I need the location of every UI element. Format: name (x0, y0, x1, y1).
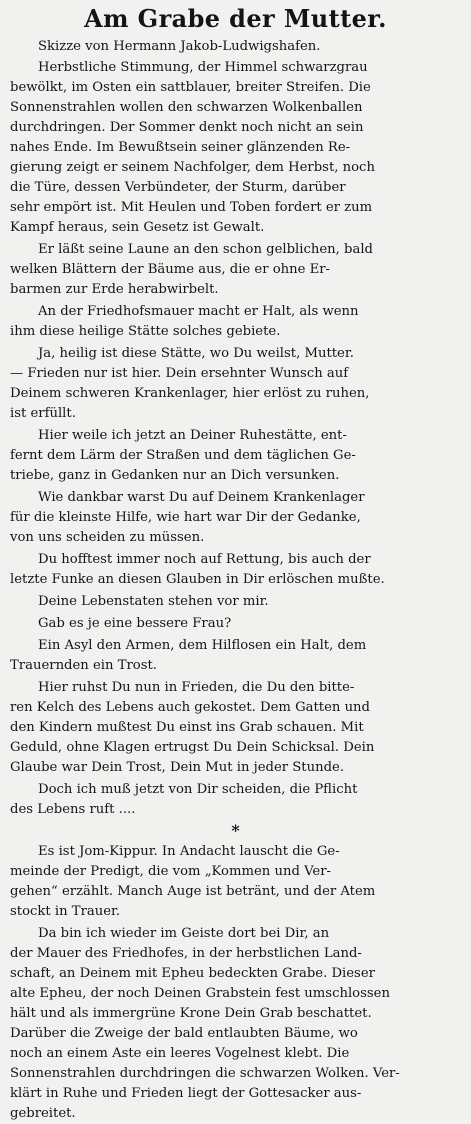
section-separator: * (231, 821, 240, 840)
body2-paragraph-2-line-5: hält und als immergrüne Krone Dein Grab beschattet. (10, 1006, 372, 1021)
body-paragraph-2 (10, 240, 461, 300)
body-paragraph-11 (10, 678, 461, 778)
body-paragraph-10-line-2: Trauernden ein Trost. (10, 658, 157, 673)
body-paragraph-3 (10, 302, 461, 342)
article-byline: Skizze von Hermann Jakob-Ludwigshafen. (38, 39, 321, 54)
body-paragraph-12-line-2: des Lebens ruft .... (10, 802, 136, 817)
body-paragraph-5-line-2: fernt dem Lärm der Straßen und dem täglichen Ge- (10, 448, 356, 463)
body-paragraph-7-line-2: letzte Funke an diesen Glauben in Dir erlöschen mußte. (10, 572, 385, 587)
body-paragraph-1-line-6: gierung zeigt er seinem Nachfolger, dem Herbst, noch (10, 160, 375, 175)
body-paragraph-11-line-3: den Kindern mußtest Du einst ins Grab schauen. Mit (10, 720, 364, 735)
body-paragraph-12-line-1: Doch ich muß jetzt von Dir scheiden, die Pflicht (38, 782, 358, 797)
body-paragraph-11-line-5: Glaube war Dein Trost, Dein Mut in jeder Stunde. (10, 760, 345, 775)
body-paragraph-4 (10, 344, 461, 424)
body-paragraph-1-line-7: die Türe, dessen Verbündeter, der Sturm, darüber (10, 180, 346, 195)
body-paragraph-8 (10, 592, 461, 612)
body-paragraph-1-line-9: Kampf heraus, sein Gesetz ist Gewalt. (10, 220, 265, 235)
body-paragraph-8-line-1: Deine Lebenstaten stehen vor mir. (38, 594, 269, 609)
body-paragraph-4-line-1: Ja, heilig ist diese Stätte, wo Du weilst, Mutter. (38, 346, 354, 361)
body2-paragraph-1 (10, 842, 461, 922)
article-title: Am Grabe der Mutter. (84, 4, 387, 33)
body-paragraph-3-line-2: ihm diese heilige Stätte solches gebiete. (10, 324, 281, 339)
body2-paragraph-2-line-10: gebreitet. (10, 1106, 76, 1121)
body2-paragraph-2-line-3: schaft, an Deinem mit Epheu bedeckten Grabe. Dieser (10, 966, 375, 981)
body-paragraph-4-line-2: — Frieden nur ist hier. Dein ersehnter Wunsch auf (10, 366, 349, 381)
body-paragraph-6 (10, 488, 461, 548)
body-paragraph-1-line-2: bewölkt, im Osten ein sattblauer, breiter Streifen. Die (10, 80, 371, 95)
body-paragraph-3-line-1: An der Friedhofsmauer macht er Halt, als wenn (38, 304, 359, 319)
body-paragraph-1-line-4: durchdringen. Der Sommer denkt noch nicht an sein (10, 120, 364, 135)
body2-paragraph-2-line-1: Da bin ich wieder im Geiste dort bei Dir, an (38, 926, 330, 941)
body-paragraph-11-line-2: ren Kelch des Lebens auch gekostet. Dem Gatten und (10, 700, 370, 715)
article-body-part-2 (10, 842, 461, 1124)
body-paragraph-1-line-3: Sonnenstrahlen wollen den schwarzen Wolkenballen (10, 100, 363, 115)
body-paragraph-5-line-1: Hier weile ich jetzt an Deiner Ruhestätte, ent- (38, 428, 347, 443)
body2-paragraph-1-line-1: Es ist Jom-Kippur. In Andacht lauscht die Ge- (38, 844, 340, 859)
body-paragraph-10-line-1: Ein Asyl den Armen, dem Hilflosen ein Halt, dem (38, 638, 367, 653)
body2-paragraph-2 (10, 924, 461, 1124)
body2-paragraph-2-line-2: der Mauer des Friedhofes, in der herbstlichen Land- (10, 946, 362, 961)
body2-paragraph-1-line-2: meinde der Predigt, die vom „Kommen und Ver- (10, 864, 331, 879)
body-paragraph-7 (10, 550, 461, 590)
body-paragraph-2-line-2: welken Blättern der Bäume aus, die er ohne Er- (10, 262, 331, 277)
body-paragraph-2-line-1: Er läßt seine Laune an den schon gelblichen, bald (38, 242, 373, 257)
body2-paragraph-2-line-6: Darüber die Zweige der bald entlaubten Bäume, wo (10, 1026, 358, 1041)
body-paragraph-4-line-4: ist erfüllt. (10, 406, 76, 421)
body-paragraph-6-line-2: für die kleinste Hilfe, wie hart war Dir der Gedanke, (10, 510, 361, 525)
body-paragraph-2-line-3: barmen zur Erde herabwirbelt. (10, 282, 219, 297)
body-paragraph-7-line-1: Du hofftest immer noch auf Rettung, bis auch der (38, 552, 371, 567)
body-paragraph-11-line-4: Geduld, ohne Klagen ertrugst Du Dein Schicksal. Dein (10, 740, 375, 755)
body-paragraph-9-line-1: Gab es je eine bessere Frau? (38, 616, 232, 631)
body2-paragraph-2-line-9: klärt in Ruhe und Frieden liegt der Gottesacker aus- (10, 1086, 362, 1101)
body-paragraph-1 (10, 58, 461, 238)
body-paragraph-5 (10, 426, 461, 486)
article-body-part-1 (10, 58, 461, 820)
body2-paragraph-2-line-8: Sonnenstrahlen durchdringen die schwarzen Wolken. Ver- (10, 1066, 400, 1081)
body2-paragraph-2-line-4: alte Epheu, der noch Deinen Grabstein fest umschlossen (10, 986, 390, 1001)
body-paragraph-4-line-3: Deinem schweren Krankenlager, hier erlöst zu ruhen, (10, 386, 370, 401)
body-paragraph-6-line-1: Wie dankbar warst Du auf Deinem Krankenlager (38, 490, 365, 505)
body-paragraph-11-line-1: Hier ruhst Du nun in Frieden, die Du den bitte- (38, 680, 355, 695)
body-paragraph-6-line-3: von uns scheiden zu müssen. (10, 530, 205, 545)
body2-paragraph-1-line-4: stockt in Trauer. (10, 904, 121, 919)
body-paragraph-9 (10, 614, 461, 634)
body2-paragraph-2-line-7: noch an einem Aste ein leeres Vogelnest klebt. Die (10, 1046, 350, 1061)
body-paragraph-5-line-3: triebe, ganz in Gedanken nur an Dich versunken. (10, 468, 340, 483)
body-paragraph-1-line-5: nahes Ende. Im Bewußtsein seiner glänzenden Re- (10, 140, 351, 155)
body-paragraph-12 (10, 780, 461, 820)
body-paragraph-10 (10, 636, 461, 676)
body-paragraph-1-line-1: Herbstliche Stimmung, der Himmel schwarzgrau (38, 60, 368, 75)
body2-paragraph-1-line-3: gehen“ erzählt. Manch Auge ist betränt, und der Atem (10, 884, 376, 899)
body-paragraph-1-line-8: sehr empört ist. Mit Heulen und Toben fordert er zum (10, 200, 373, 215)
